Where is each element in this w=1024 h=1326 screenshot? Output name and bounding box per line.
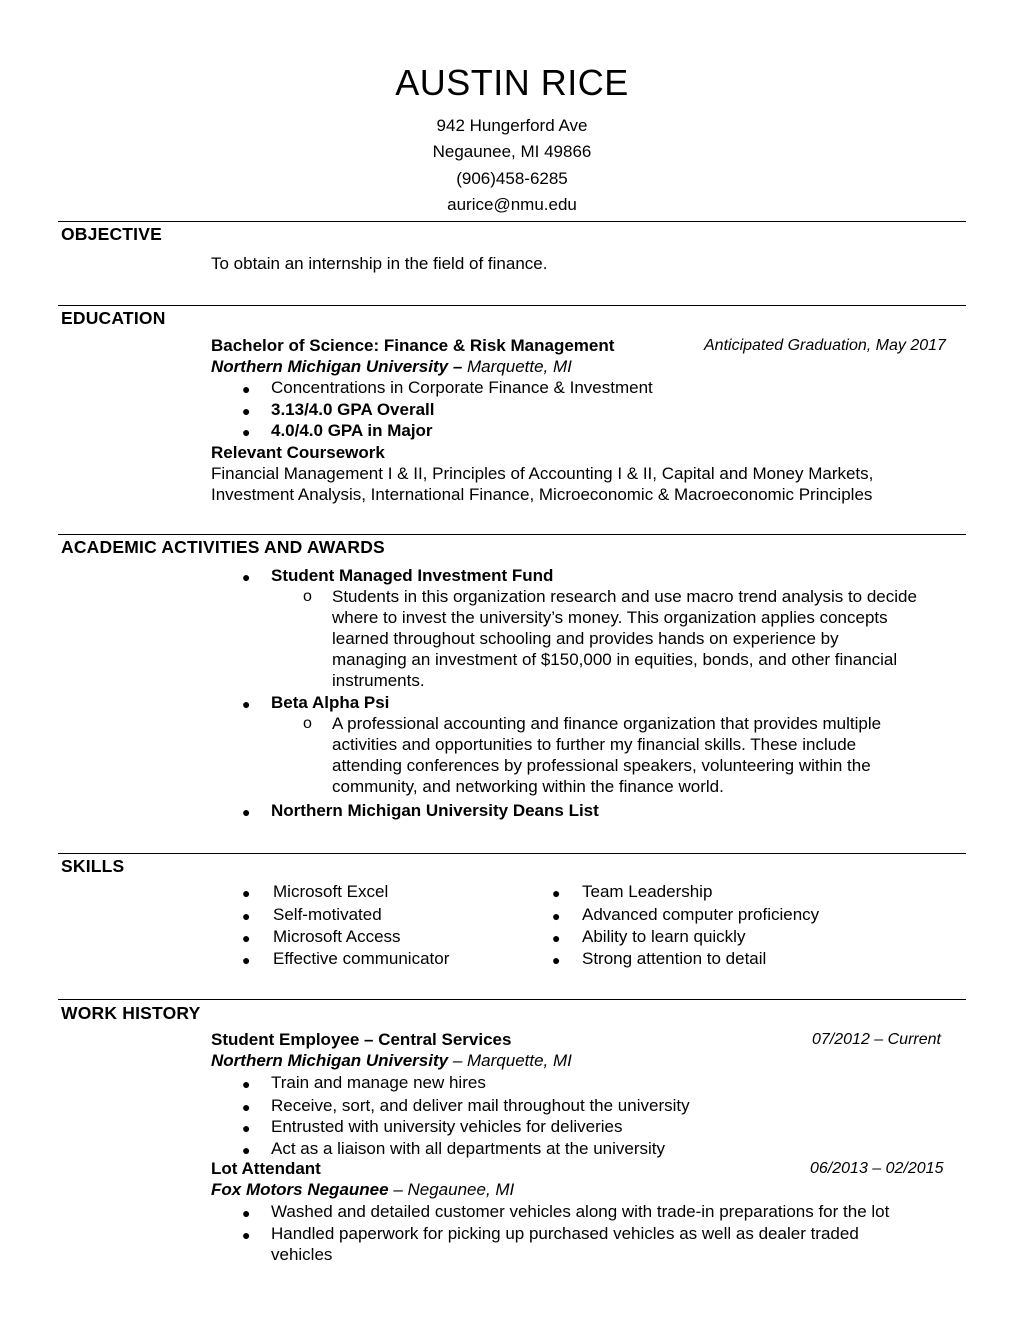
education-bullet: 3.13/4.0 GPA Overall [271, 400, 435, 419]
job-duty: Washed and detailed customer vehicles along with trade-in preparations for the lot [271, 1202, 890, 1221]
bullet-icon: ● [552, 952, 561, 968]
school-line [211, 357, 572, 377]
employer-location: – Negaunee, MI [388, 1180, 515, 1199]
school-location: Marquette, MI [462, 357, 572, 376]
employer-line [211, 1180, 514, 1200]
phone-number: (906)458-6285 [456, 169, 568, 188]
skill-item: Team Leadership [582, 882, 713, 901]
resume-name: AUSTIN RICE [395, 62, 629, 103]
section-title-skills: SKILLS [61, 856, 125, 876]
job-title: Lot Attendant [211, 1159, 321, 1178]
job-duty: Act as a liaison with all departments at the university [271, 1139, 666, 1158]
bullet-icon: ● [242, 569, 251, 585]
section-title-activities: ACADEMIC ACTIVITIES AND AWARDS [61, 537, 385, 557]
employer-name: Northern Michigan University [211, 1051, 449, 1070]
bullet-icon: ● [242, 1076, 251, 1092]
address-line-1: 942 Hungerford Ave [436, 116, 588, 135]
bullet-icon: ● [242, 952, 251, 968]
coursework-title: Relevant Coursework [211, 443, 385, 462]
activity-name: Northern Michigan University Deans List [271, 801, 599, 820]
activity-desc-line: community, and networking within the finance world. [332, 777, 724, 796]
section-divider [58, 305, 966, 306]
section-divider [58, 534, 966, 535]
section-title-objective: OBJECTIVE [61, 224, 162, 244]
sub-bullet-icon: o [303, 715, 312, 732]
skill-item: Microsoft Access [273, 927, 401, 946]
bullet-icon: ● [242, 381, 251, 397]
education-bullet: 4.0/4.0 GPA in Major [271, 421, 433, 440]
activity-desc-line: where to invest the university’s money. This organization applies concepts [332, 608, 888, 627]
bullet-icon: ● [242, 696, 251, 712]
job-dates: 06/2013 – 02/2015 [810, 1160, 944, 1177]
section-divider [58, 853, 966, 854]
job-duty: Receive, sort, and deliver mail throughout the university [271, 1096, 690, 1115]
graduation-date: Anticipated Graduation, May 2017 [704, 337, 946, 354]
bullet-icon: ● [242, 804, 251, 820]
bullet-icon: ● [242, 1205, 251, 1221]
activity-desc-line: activities and opportunities to further my financial skills. These include [332, 735, 857, 754]
activity-desc-line: instruments. [332, 671, 425, 690]
skill-item: Advanced computer proficiency [582, 905, 820, 924]
school-name: Northern Michigan University – [211, 357, 463, 376]
activity-desc-line: Students in this organization research and use macro trend analysis to decide [332, 587, 917, 606]
job-duty: Train and manage new hires [271, 1073, 486, 1092]
activity-desc-line: attending conferences by professional speakers, volunteering within the [332, 756, 871, 775]
job-title: Student Employee – Central Services [211, 1030, 512, 1049]
activity-desc-line: managing an investment of $150,000 in equities, bonds, and other financial [332, 650, 898, 669]
activity-name: Student Managed Investment Fund [271, 566, 554, 585]
section-divider [58, 999, 966, 1000]
bullet-icon: ● [552, 885, 561, 901]
bullet-icon: ● [242, 885, 251, 901]
skill-item: Microsoft Excel [273, 882, 389, 901]
employer-line [211, 1051, 572, 1071]
bullet-icon: ● [242, 908, 251, 924]
coursework-line: Financial Management I & II, Principles of Accounting I & II, Capital and Money Markets, [211, 464, 874, 483]
skill-item: Self-motivated [273, 905, 382, 924]
coursework-line: Investment Analysis, International Finance, Microeconomic & Macroeconomic Principles [211, 485, 873, 504]
job-duty: Entrusted with university vehicles for deliveries [271, 1117, 623, 1136]
job-duty: Handled paperwork for picking up purchased vehicles as well as dealer traded [271, 1224, 859, 1243]
sub-bullet-icon: o [303, 588, 312, 605]
bullet-icon: ● [242, 403, 251, 419]
address-line-2: Negaunee, MI 49866 [432, 142, 592, 161]
bullet-icon: ● [242, 930, 251, 946]
activity-desc-line: A professional accounting and finance organization that provides multiple [332, 714, 882, 733]
bullet-icon: ● [552, 930, 561, 946]
bullet-icon: ● [242, 1227, 251, 1243]
skill-item: Effective communicator [273, 949, 450, 968]
objective-text: To obtain an internship in the field of finance. [211, 254, 548, 273]
job-duty-continued: vehicles [271, 1245, 333, 1264]
email-address: aurice@nmu.edu [447, 195, 577, 214]
section-title-work: WORK HISTORY [61, 1003, 201, 1023]
activity-desc-line: learned throughout schooling and provides hands on experience by [332, 629, 839, 648]
bullet-icon: ● [242, 1142, 251, 1158]
degree-title: Bachelor of Science: Finance & Risk Management [211, 336, 615, 355]
skill-item: Strong attention to detail [582, 949, 767, 968]
employer-location: – Marquette, MI [448, 1051, 572, 1070]
bullet-icon: ● [242, 1120, 251, 1136]
section-title-education: EDUCATION [61, 308, 166, 328]
bullet-icon: ● [242, 424, 251, 440]
bullet-icon: ● [552, 908, 561, 924]
employer-name: Fox Motors Negaunee [211, 1180, 389, 1199]
section-divider [58, 221, 966, 222]
education-bullet: Concentrations in Corporate Finance & Investment [271, 378, 653, 397]
skill-item: Ability to learn quickly [582, 927, 746, 946]
activity-name: Beta Alpha Psi [271, 693, 390, 712]
job-dates: 07/2012 – Current [812, 1031, 941, 1048]
bullet-icon: ● [242, 1099, 251, 1115]
